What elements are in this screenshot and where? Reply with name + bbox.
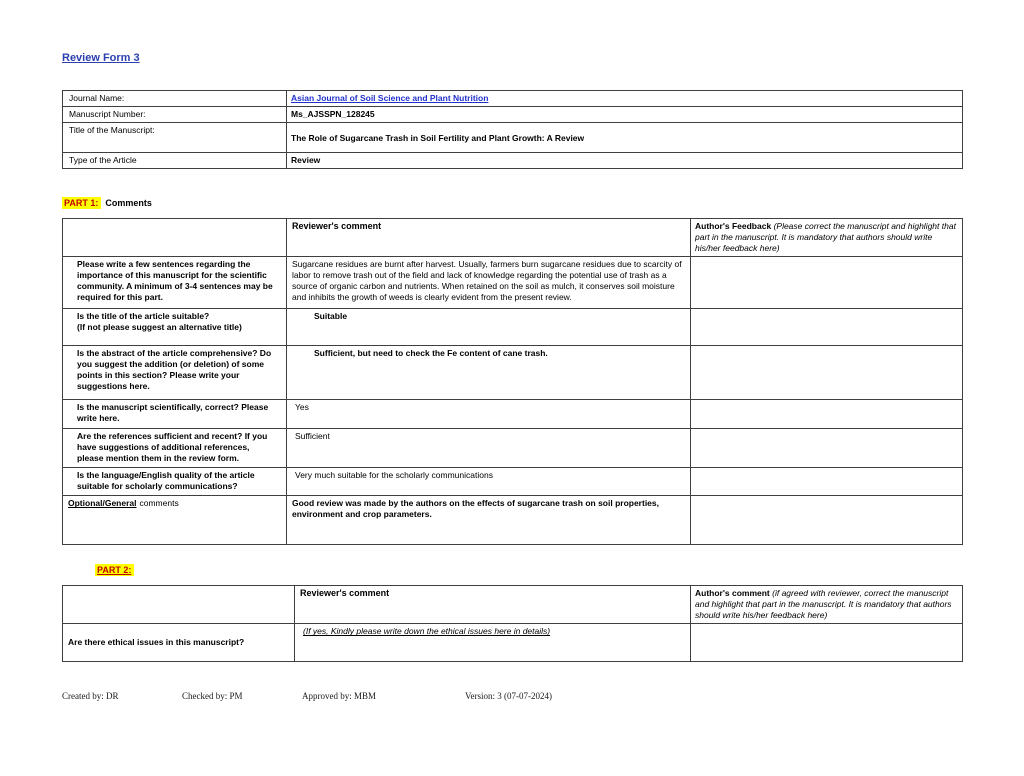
manuscript-title-label: Title of the Manuscript:	[63, 123, 287, 153]
manuscript-info-table	[62, 90, 963, 169]
part2-header-row	[63, 586, 963, 624]
info-row-manuscript-number	[63, 107, 963, 123]
optional-general-rest: comments	[139, 498, 179, 509]
reviewer-comment-references: Sufficient	[287, 429, 691, 468]
author-comment-cell[interactable]	[691, 624, 963, 662]
question-scientific: Is the manuscript scientifically, correct? Please write here.	[63, 400, 287, 429]
table-row	[63, 624, 963, 662]
table-row	[63, 468, 963, 496]
footer-checked-by: Checked by: PM	[182, 691, 243, 702]
info-row-title	[63, 123, 963, 153]
question-ethical-issues: Are there ethical issues in this manuscript?	[63, 624, 295, 662]
question-abstract: Is the abstract of the article comprehensive? Do you suggest the addition (or deletion) of some points in this section? Please write your suggestions here.	[63, 346, 287, 400]
manuscript-number-label: Manuscript Number:	[63, 107, 287, 123]
author-feedback-cell[interactable]	[691, 468, 963, 496]
manuscript-number-value: Ms_AJSSPN_128245	[287, 107, 963, 123]
reviewer-comment-language: Very much suitable for the scholarly communications	[287, 468, 691, 496]
author-feedback-cell[interactable]	[691, 400, 963, 429]
author-feedback-cell[interactable]	[691, 346, 963, 400]
question-title-suitable-line1: Is the title of the article suitable?	[77, 311, 210, 322]
reviewer-comment-importance: Sugarcane residues are burnt after harvest. Usually, farmers burn sugarcane residues due to scarcity of labor to remove trash out of the field and lack of knowledge regarding the potential use of trash as a source of organic carbon and nutrients. When retained on the soil as mulch, it conserves soil moisture and inhibits the growth of weeds is clearly evident from the present review.	[287, 257, 691, 309]
question-title-suitable-line2: (If not please suggest an alternative title)	[77, 322, 242, 333]
reviewer-comment-title: Suitable	[287, 309, 691, 346]
reviewer-comment-header: Reviewer's comment	[295, 586, 691, 624]
optional-general-strong: Optional/General	[68, 498, 137, 509]
author-feedback-note: (Please correct the manuscript and highlight that part in the manuscript. It is mandatory that authors should write his/her feedback here)	[695, 221, 956, 254]
footer-version: Version: 3 (07-07-2024)	[465, 691, 552, 702]
review-form-document	[0, 52, 1024, 776]
optional-general-label	[63, 496, 287, 545]
author-feedback-header	[691, 219, 963, 257]
question-language: Is the language/English quality of the article suitable for scholarly communications?	[63, 468, 287, 496]
manuscript-title-value: The Role of Sugarcane Trash in Soil Fertility and Plant Growth: A Review	[287, 123, 963, 153]
author-feedback-cell[interactable]	[691, 257, 963, 309]
table-row	[63, 496, 963, 545]
article-type-label: Type of the Article	[63, 153, 287, 169]
part1-header-row	[63, 219, 963, 257]
journal-name-cell	[287, 91, 963, 107]
part2-ethics-table	[62, 585, 963, 662]
part1-comments-table	[62, 218, 963, 545]
author-comment-title: Author's comment	[695, 588, 770, 599]
footer-created-by: Created by: DR	[62, 691, 119, 702]
table-row	[63, 309, 963, 346]
page-title: Review Form 3	[62, 52, 140, 64]
info-row-article-type	[63, 153, 963, 169]
reviewer-comment-abstract: Sufficient, but need to check the Fe content of cane trash.	[287, 346, 691, 400]
part1-label: PART 1:	[62, 197, 101, 209]
reviewer-comment-ethics-cell[interactable]	[295, 624, 691, 662]
ethics-note: (If yes, Kindly please write down the ethical issues here in details)	[303, 626, 551, 637]
journal-name-label: Journal Name:	[63, 91, 287, 107]
table-row	[63, 429, 963, 468]
table-row	[63, 257, 963, 309]
part2-label: PART 2:	[95, 564, 134, 576]
part2-header-empty-cell	[63, 586, 295, 624]
article-type-value: Review	[287, 153, 963, 169]
footer-approved-by: Approved by: MBM	[302, 691, 376, 702]
author-comment-header	[691, 586, 963, 624]
question-references: Are the references sufficient and recent? If you have suggestions of additional references, please mention them in the review form.	[63, 429, 287, 468]
question-importance: Please write a few sentences regarding the importance of this manuscript for the scientific community. A minimum of 3-4 sentences may be required for this part.	[63, 257, 287, 309]
part2-heading	[95, 565, 1024, 578]
author-feedback-cell[interactable]	[691, 309, 963, 346]
part1-header-empty-cell	[63, 219, 287, 257]
question-title-suitable	[63, 309, 287, 346]
reviewer-comment-scientific: Yes	[287, 400, 691, 429]
table-row	[63, 400, 963, 429]
reviewer-comment-general: Good review was made by the authors on the effects of sugarcane trash on soil properties, environment and crop parameters.	[287, 496, 691, 545]
part1-label-suffix: Comments	[105, 198, 152, 209]
author-feedback-cell[interactable]	[691, 496, 963, 545]
info-row-journal	[63, 91, 963, 107]
author-feedback-title: Author's Feedback	[695, 221, 772, 232]
table-row	[63, 346, 963, 400]
reviewer-comment-header: Reviewer's comment	[287, 219, 691, 257]
part1-heading	[62, 198, 1024, 211]
document-footer	[62, 691, 962, 703]
author-comment-note: (if agreed with reviewer, correct the manuscript and highlight that part in the manuscript. It is mandatory that authors should write his/her feedback here)	[695, 588, 952, 621]
author-feedback-cell[interactable]	[691, 429, 963, 468]
journal-link[interactable]: Asian Journal of Soil Science and Plant Nutrition	[291, 93, 489, 103]
